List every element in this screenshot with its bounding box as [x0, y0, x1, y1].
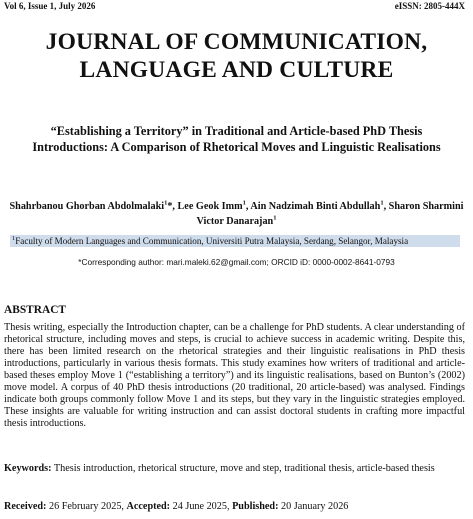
author-list — [4, 199, 469, 229]
affiliation-text: Faculty of Modern Languages and Communication, Universiti Putra Malaysia, Serdang, Selangor, Malaysia — [15, 236, 409, 246]
author-affiliation-mark: 1 — [164, 199, 168, 207]
corresponding-mark: * — [167, 201, 173, 212]
journal-title-line2: LANGUAGE AND CULTURE — [79, 57, 394, 83]
article-title: “Establishing a Territory” in Traditional and Article-based PhD Thesis Introductions: A Comparison of Rhetorical Moves and Linguistic Realisations — [32, 124, 441, 154]
keywords-text: Thesis introduction, rhetorical structure, move and step, traditional thesis, article-based thesis — [53, 463, 435, 474]
author-separator: , — [245, 201, 251, 212]
abstract-text: Thesis writing, especially the Introduction chapter, can be a challenge for PhD students. A clear understanding of rhetorical structure, including moves and steps, is crucial to achieve success in academic writing. Despite this, there has been limited research on the rhetorical strategies and their linguistic realisations in PhD thesis introductions, particularly in various thesis formats. This study examines how writers of traditional and article-based theses employ Move 1 (“establishing a territory”) and its linguistic realisations, based on Bunton’s (2002) move model. A corpus of 40 PhD thesis introductions (20 traditional, 20 article-based) was analysed. Findings indicate both groups commonly follow Move 1 and its steps, but they vary in the linguistic strategies employed. These insights are valuable for writing instruction and can assist doctoral students in crafting more impactful thesis introductions. — [4, 322, 465, 429]
author-name: Sharon Sharmini Victor Danarajan — [196, 201, 464, 227]
author-affiliation-mark: 1 — [273, 214, 277, 222]
journal-title-line1: JOURNAL OF COMMUNICATION, — [45, 29, 428, 55]
article-dates — [4, 501, 348, 512]
corresponding-author: *Corresponding author: mari.maleki.62@gmail.com; ORCID iD: 0000-0002-8641-0793 — [78, 257, 395, 267]
accepted-label: Accepted: — [126, 501, 171, 512]
accepted-date: 24 June 2025, — [172, 501, 230, 512]
published-label: Published: — [232, 501, 279, 512]
received-date: 26 February 2025, — [48, 501, 124, 512]
issue-info: Vol 6, Issue 1, July 2026 — [4, 1, 96, 11]
keywords-label: Keywords: — [4, 463, 52, 474]
affiliation-mark: 1 — [12, 235, 16, 242]
eissn: eISSN: 2805-444X — [394, 1, 465, 11]
author-affiliation-mark: 1 — [380, 199, 384, 207]
author-name: Shahrbanou Ghorban Abdolmalaki — [9, 201, 165, 212]
published-date: 20 January 2026 — [281, 501, 349, 512]
author-separator: , — [172, 201, 178, 212]
received-label: Received: — [4, 501, 47, 512]
author-separator: , — [383, 201, 389, 212]
author-name: Lee Geok Imm — [177, 201, 243, 212]
keywords — [4, 463, 465, 475]
affiliation — [10, 235, 460, 247]
abstract-heading: ABSTRACT — [4, 304, 67, 316]
author-affiliation-mark: 1 — [242, 199, 246, 207]
author-name: Ain Nadzimah Binti Abdullah — [250, 201, 381, 212]
